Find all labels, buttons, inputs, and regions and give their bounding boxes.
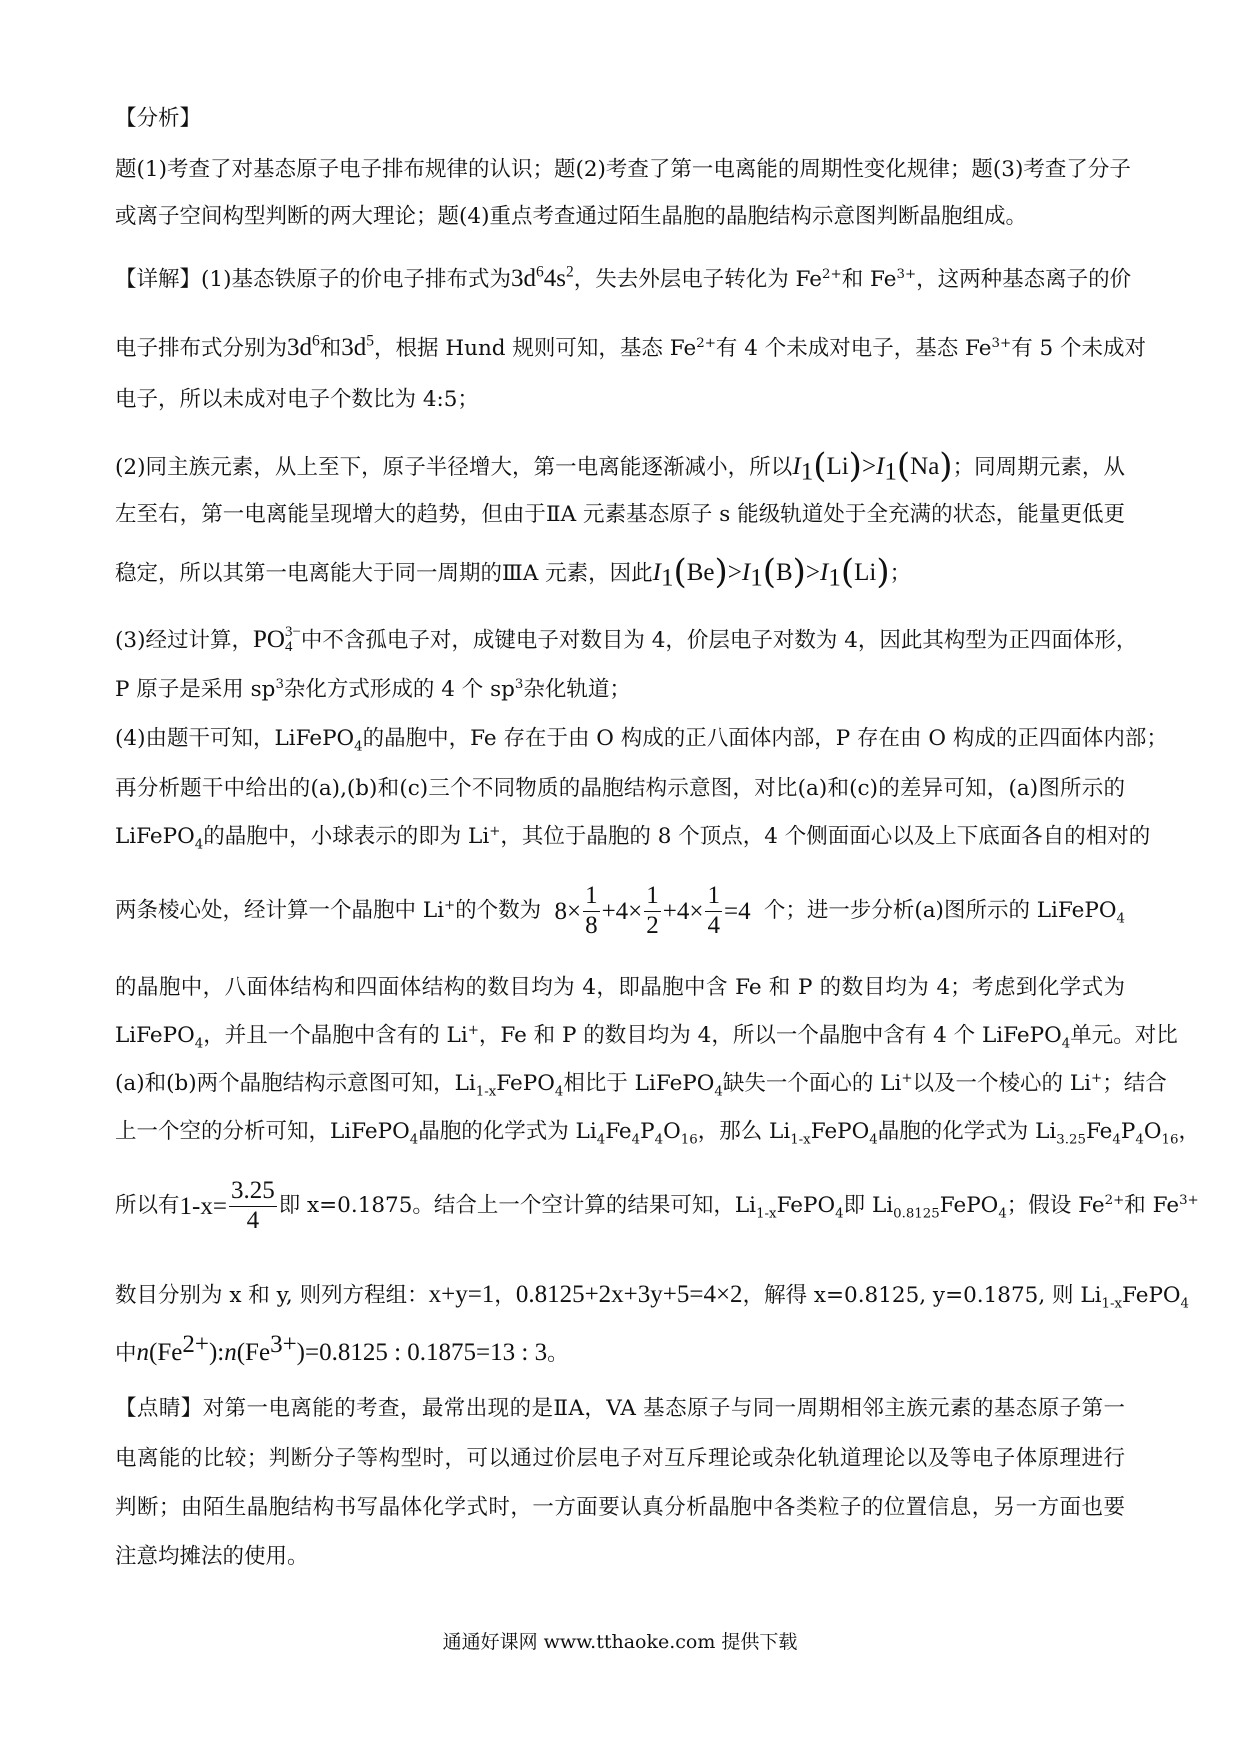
comment-line-3: 判断；由陌生晶胞结构书写晶体化学式时，一方面要认真分析晶胞中各类粒子的位置信息，另一方面也要 (115, 1495, 1125, 1520)
comment-line-2: 电离能的比较；判断分子等构型时，可以通过价层电子对互斥理论或杂化轨道理论以及等电子体原理进行 (115, 1446, 1125, 1471)
detail-p4-line-7: (a)和(b)两个晶胞结构示意图可知，$Li_{1-x}FePO_4$相比于 LiFePO$_4$缺失一个面心的 Li+以及一个棱心的 Li+；结合 (115, 1070, 1167, 1100)
comment-line-1: 【点睛】对第一电离能的考查，最常出现的是ⅡA，VA 基态原子与同一周期相邻主族元素的基态原子第一 (115, 1396, 1125, 1421)
li-count-equation: 8× $\frac{1}{8}$ +4× $\frac{1}{2}$ +4× $\frac{1}{4}$ =4 (554, 881, 751, 939)
fraction-1-4: $\frac{1}{4}$ (707, 881, 720, 939)
comment-line-4: 注意均摊法的使用。 (115, 1544, 309, 1569)
detail-p4-line-11: 中$n(Fe^{2+}):n(Fe^{3+})=0.8125$ : 0.1875=13 : 3。 (115, 1330, 569, 1366)
detail-p4-line-3: LiFePO$_4$的晶胞中，小球表示的即为 Li+，其位于晶胞的 8 个顶点，4 个侧面面心以及上下底面各自的相对的 (115, 823, 1151, 853)
detail-p4-line-5: 的晶胞中，八面体结构和四面体结构的数目均为 4，即晶胞中含 Fe 和 P 的数目均为 4；考虑到化学式为 (115, 975, 1125, 1000)
detail-p2-line-1: (2)同主族元素，从上至下，原子半径增大，第一电离能逐渐减小，所以$I_1(Li)>I_1(Na)$；同周期元素，从 (115, 446, 1125, 486)
analysis-line-1: 题(1)考查了对基态原子电子排布规律的认识；题(2)考查了第一电离能的周期性变化规律；题(3)考查了分子 (115, 157, 1131, 182)
detail-p2-line-2: 左至右，第一电离能呈现增大的趋势，但由于ⅡA 元素基态原子 s 能级轨道处于全充满的状态，能量更低更 (115, 502, 1125, 527)
detail-p4-line-2: 再分析题干中给出的(a),(b)和(c)三个不同物质的晶胞结构示意图，对比(a)和(c)的差异可知，(a)图所示的 (115, 776, 1125, 801)
analysis-heading: 【分析】 (115, 106, 202, 131)
detail-p4-line-8: 上一个空的分析可知，LiFePO$_4$晶胞的化学式为 $Li_4Fe_4P_4O_{16}$，那么 $Li_{1-x}FePO_4$晶胞的化学式为 $Li_{3.25}Fe_4P_4O_{16}$， (115, 1119, 1200, 1148)
analysis-line-2: 或离子空间构型判断的两大理论；题(4)重点考查通过陌生晶胞的晶胞结构示意图判断晶胞组成。 (115, 204, 1027, 229)
detail-p4-line-6: LiFePO$_4$，并且一个晶胞中含有的 Li+，Fe 和 P 的数目均为 4，所以一个晶胞中含有 4 个 LiFePO$_4$单元。对比 (115, 1022, 1178, 1052)
detail-p3-line-2: P 原子是采用 $sp^3$杂化方式形成的 4 个 $sp^3$杂化轨道； (115, 676, 631, 702)
detail-p4-line-9: 所以有 1-x= $\frac{3.25}{4}$ 即 x=0.1875。结合上一个空计算的结果可知，$Li_{1-x}FePO_4$即 $Li_{0.8125}FePO_4$；假设 $Fe^{2+}$和 $Fe^{3+}$ (115, 1176, 1199, 1234)
fraction-1-2: $\frac{1}{2}$ (646, 881, 659, 939)
detail-p1-line-2: 电子排布式分别为$3d^6$和$3d^5$，根据 Hund 规则可知，基态 $Fe^{2+}$有 4 个未成对电子，基态 $Fe^{3+}$有 5 个未成对 (115, 332, 1147, 361)
detail-p2-line-3: 稳定，所以其第一电离能大于同一周期的ⅢA 元素，因此$I_1(Be)>I_1(B)>I_1(Li)$； (115, 552, 912, 592)
detail-p4-line-10: 数目分别为 x 和 y, 则列方程组：x+y=1，0.8125+2x+3y+5=4×2，解得 x=0.8125, y=0.1875, 则 $Li_{1-x}FePO_4$ (115, 1281, 1190, 1312)
fraction-3-25-over-4: $\frac{3.25}{4}$ (230, 1176, 275, 1234)
page-footer: 通通好课网 www.tthaoke.com 提供下载 (442, 1631, 798, 1653)
fraction-1-8: $\frac{1}{8}$ (585, 881, 598, 939)
detail-p4-line-4: 两条棱心处，经计算一个晶胞中 Li+的个数为 8× $\frac{1}{8}$ +4× $\frac{1}{2}$ +4× $\frac{1}{4}$ =4 个；进一步分析(a)图所示的 LiFePO$_4$ (115, 881, 1125, 939)
detail-p1-line-1: 【详解】(1)基态铁原子的价电子排布式为$3d^64s^2$，失去外层电子转化为 $Fe^{2+}$和 $Fe^{3+}$，这两种基态离子的价 (115, 263, 1132, 292)
detail-p3-line-1: (3)经过计算，PO 3− 4 中不含孤电子对，成键电子对数目为 4，价层电子对数为 4，因此其构型为正四面体形， (115, 624, 1138, 655)
detail-p4-line-1: (4)由题干可知，LiFePO$_4$的晶胞中，Fe 存在于由 O 构成的正八面体内部，P 存在由 O 构成的正四面体内部； (115, 726, 1168, 755)
detail-p1-line-3: 电子，所以未成对电子个数比为 4:5； (115, 387, 479, 412)
